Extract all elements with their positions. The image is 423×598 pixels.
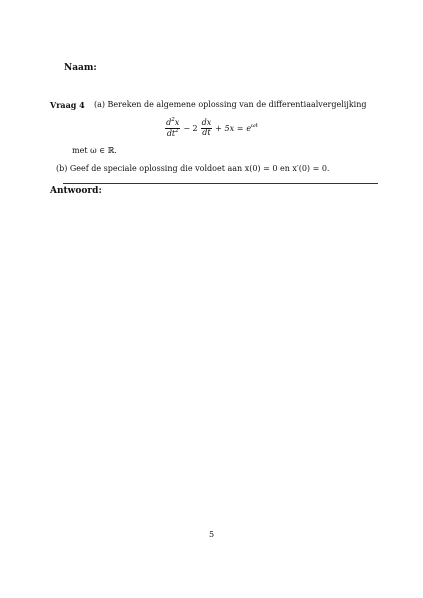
- name-label: Naam:: [64, 63, 97, 73]
- condition-text: met ω ∈ ℝ.: [72, 146, 117, 155]
- divider-line: [63, 183, 378, 184]
- answer-label: Antwoord:: [50, 186, 102, 196]
- plus-term: + 5x =: [215, 123, 244, 133]
- question-part-a: (a) Bereken de algemene oplossing van de differentiaalvergelijking: [94, 100, 367, 109]
- differential-equation: [0, 118, 423, 139]
- page-number: 5: [208, 530, 215, 539]
- question-number: Vraag 4: [50, 100, 85, 110]
- minus-coefficient: − 2: [183, 123, 198, 133]
- question-part-b: (b) Geef de speciale oplossing die voldoet aan x(0) = 0 en x′(0) = 0.: [56, 164, 330, 173]
- right-hand-side: $e^{\omega t}$: [246, 123, 258, 134]
- first-derivative-fraction: $\frac{dx}{dt}$: [201, 118, 212, 138]
- second-derivative-fraction: $\frac{d^2x}{dt^2}$: [166, 117, 180, 139]
